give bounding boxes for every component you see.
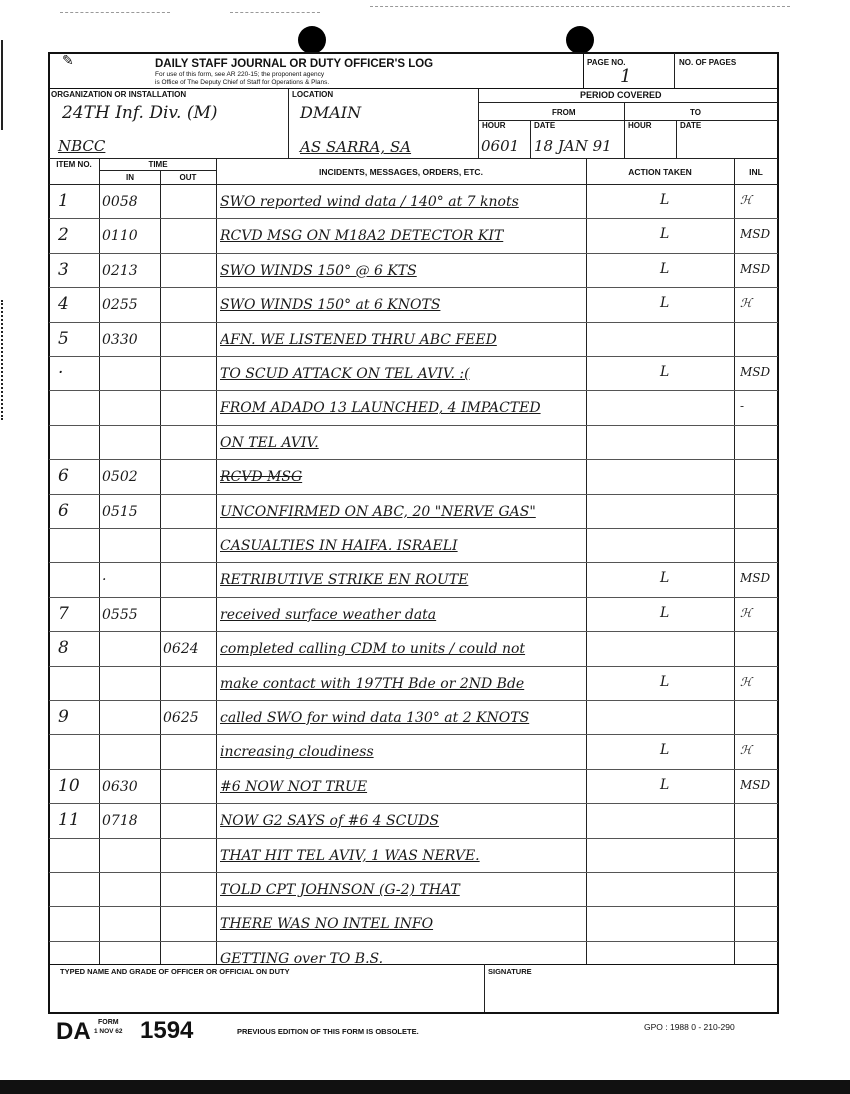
entry-initials: MSD	[740, 227, 771, 242]
entry-initials: MSD	[740, 261, 771, 276]
footer-gpo: GPO : 1988 0 - 210-290	[644, 1022, 735, 1032]
from-date-value: 18 JAN 91	[534, 137, 612, 155]
entry-item-no: 1	[58, 191, 69, 211]
entry-time-out: 0624	[163, 641, 199, 658]
footer-da: DA	[56, 1018, 91, 1045]
entry-text: GETTING over TO B.S.	[220, 950, 384, 967]
location-value-2: AS SARRA, SA	[300, 138, 412, 156]
hour-label-to: HOUR	[628, 121, 652, 130]
from-hour-value: 0601	[481, 137, 520, 155]
entry-item-no: ·	[58, 363, 64, 383]
entry-text: called SWO for wind data 130° at 2 KNOTS	[220, 710, 530, 726]
entry-initials: MSD	[740, 571, 771, 586]
entry-text: TO SCUD ATTACK ON TEL AVIV. :(	[220, 366, 470, 382]
entry-text: RETRIBUTIVE STRIKE EN ROUTE	[220, 572, 469, 589]
to-label: TO	[690, 108, 701, 117]
entry-initials: ℋ	[740, 743, 752, 758]
org-label: ORGANIZATION OR INSTALLATION	[51, 90, 187, 99]
from-label: FROM	[552, 108, 576, 117]
page-no-label: PAGE NO.	[587, 58, 626, 67]
entry-time-out: 0625	[163, 710, 199, 726]
entry-initials: -	[740, 399, 745, 414]
entry-text: FROM ADADO 13 LAUNCHED, 4 IMPACTED	[220, 400, 541, 417]
page-no-value: 1	[620, 66, 632, 87]
entry-text: SWO WINDS 150° @ 6 KTS	[220, 262, 417, 279]
scan-noise	[60, 12, 170, 13]
form-subtitle: For use of this form, see AR 220-15; the proponent agency	[155, 71, 325, 78]
entry-action-initial: L	[660, 604, 670, 621]
entry-time-in: 0330	[102, 331, 138, 348]
org-value-2: NBCC	[58, 137, 106, 155]
entry-initials: ℋ	[740, 296, 752, 311]
entry-item-no: 6	[58, 466, 69, 487]
scan-noise	[370, 6, 790, 7]
org-value: 24TH Inf. Div. (M)	[62, 103, 218, 123]
entry-action-initial: L	[660, 570, 670, 587]
entry-time-in: ·	[102, 572, 107, 589]
entry-action-initial: L	[660, 673, 670, 690]
date-label-to: DATE	[680, 121, 702, 130]
entry-text: make contact with 197TH Bde or 2ND Bde	[220, 675, 525, 692]
entry-initials: MSD	[740, 777, 771, 792]
incidents-label: INCIDENTS, MESSAGES, ORDERS, ETC.	[319, 167, 483, 177]
entry-time-in: 0213	[102, 262, 138, 279]
signature-label: SIGNATURE	[488, 967, 532, 976]
no-of-pages-label: NO. OF PAGES	[679, 58, 737, 67]
entry-initials: MSD	[740, 365, 771, 379]
entry-text: received surface weather data	[220, 606, 437, 623]
scan-noise	[230, 12, 320, 13]
item-no-label: ITEM NO.	[56, 160, 92, 169]
entry-time-in: 0555	[102, 606, 138, 623]
entry-text: AFN. WE LISTENED THRU ABC FEED	[220, 331, 497, 348]
entry-text: UNCONFIRMED ON ABC, 20 "NERVE GAS"	[220, 503, 536, 520]
footer-form-date: 1 NOV 62	[94, 1028, 123, 1035]
entry-initials: ℋ	[740, 193, 752, 207]
entry-action-initial: L	[660, 295, 670, 312]
entry-text: RCVD MSG ON M18A2 DETECTOR KIT	[220, 228, 504, 245]
time-out-label: OUT	[179, 173, 197, 182]
corner-marks: ✎	[62, 52, 74, 68]
scan-edge-mark	[1, 300, 3, 420]
entry-item-no: 5	[58, 328, 69, 349]
entry-action-initial: L	[660, 260, 670, 277]
time-in-label: IN	[126, 173, 134, 182]
entry-text: increasing cloudiness	[220, 744, 374, 761]
entry-text: completed calling CDM to units / could not	[220, 641, 526, 658]
period-label: PERIOD COVERED	[580, 90, 662, 100]
entry-time-in: 0515	[102, 503, 138, 520]
footer-form-small: FORM	[98, 1019, 119, 1026]
form-title: DAILY STAFF JOURNAL OR DUTY OFFICER'S LOG	[155, 58, 434, 70]
entry-text: TOLD CPT JOHNSON (G-2) THAT	[220, 882, 460, 898]
entry-action-initial: L	[660, 226, 670, 243]
entry-item-no: 4	[58, 294, 69, 315]
entry-text: NOW G2 SAYS of #6 4 SCUDS	[220, 813, 439, 830]
typed-name-label: TYPED NAME AND GRADE OF OFFICER OR OFFICIAL ON DUTY	[60, 967, 290, 976]
entry-item-no: 3	[58, 259, 69, 280]
entry-text: SWO reported wind data / 140° at 7 knots	[220, 194, 519, 210]
entry-text: ON TEL AVIV.	[220, 434, 319, 451]
entry-text: THAT HIT TEL AVIV, 1 WAS NERVE.	[220, 847, 480, 864]
entry-action-initial: L	[660, 192, 670, 208]
entry-text: RCVD MSG	[220, 469, 303, 486]
entry-time-in: 0110	[102, 228, 138, 245]
punch-hole	[566, 26, 594, 54]
entry-item-no: 6	[58, 500, 69, 521]
scan-edge-mark	[1, 40, 3, 130]
footer-form-number: 1594	[140, 1017, 194, 1044]
entry-item-no: 2	[58, 225, 69, 246]
entry-initials: ℋ	[740, 674, 752, 689]
entry-time-in: 0058	[102, 194, 138, 210]
entry-action-initial: L	[660, 776, 670, 793]
date-label: DATE	[534, 121, 556, 130]
entry-item-no: 10	[58, 775, 80, 796]
footer-previous-edition: PREVIOUS EDITION OF THIS FORM IS OBSOLETE.	[237, 1027, 419, 1036]
location-value: DMAIN	[300, 103, 362, 122]
action-label: ACTION TAKEN	[628, 167, 692, 177]
entry-text: #6 NOW NOT TRUE	[220, 778, 368, 795]
entry-item-no: 11	[58, 810, 80, 831]
entry-time-in: 0502	[102, 469, 138, 486]
entry-item-no: 9	[58, 707, 69, 727]
entry-action-initial: L	[660, 742, 670, 759]
entry-initials: ℋ	[740, 605, 752, 620]
entry-time-in: 0630	[102, 778, 138, 795]
entry-item-no: 7	[58, 603, 69, 624]
entry-text: SWO WINDS 150° at 6 KNOTS	[220, 297, 441, 314]
location-label: LOCATION	[292, 90, 334, 99]
entry-action-initial: L	[660, 364, 670, 380]
entry-text: CASUALTIES IN HAIFA. ISRAELI	[220, 538, 458, 554]
entry-time-in: 0255	[102, 297, 138, 314]
punch-hole	[298, 26, 326, 54]
form-subtitle: is Office of The Deputy Chief of Staff for Operations & Plans.	[155, 79, 330, 86]
scan-bottom-edge	[0, 1080, 850, 1094]
inl-label: INL	[749, 167, 763, 177]
time-label: TIME	[148, 160, 168, 169]
entry-time-in: 0718	[102, 813, 138, 830]
entry-item-no: 8	[58, 638, 69, 659]
hour-label: HOUR	[482, 121, 506, 130]
entry-text: THERE WAS NO INTEL INFO	[220, 916, 434, 933]
